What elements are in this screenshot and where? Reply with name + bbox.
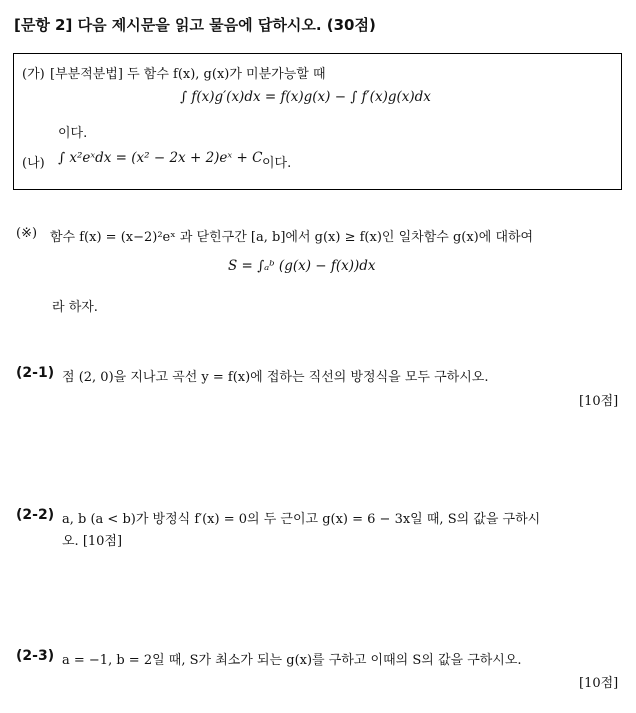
question-3-label: (2-3)	[16, 648, 55, 664]
ga-label: (가)	[22, 67, 45, 82]
ga-end: 이다.	[58, 126, 88, 141]
question-2-text-cont: 오. [10점]	[62, 534, 123, 549]
question-3-points: [10점]	[579, 676, 619, 691]
note-end: 라 하자.	[52, 300, 98, 315]
na-formula: ∫ x²eˣdx = (x² − 2x + 2)eˣ + C	[58, 150, 263, 166]
question-1-label: (2-1)	[16, 365, 55, 381]
na-end: 이다.	[262, 156, 292, 171]
note-formula: S = ∫ₐᵇ (g(x) − f(x))dx	[228, 258, 376, 274]
question-1-text: 점 (2, 0)을 지나고 곡선 y = f(x)에 접하는 직선의 방정식을 모두 구하시오.	[62, 370, 489, 385]
question-2-text: a, b (a < b)가 방정식 f′(x) = 0의 두 근이고 g(x) = 6 − 3x일 때, S의 값을 구하시	[62, 512, 541, 527]
note-text: 함수 f(x) = (x−2)²eˣ 과 닫힌구간 [a, b]에서 g(x) ≥ f(x)인 일차함수 g(x)에 대하여	[50, 230, 534, 245]
note-mark: (※)	[16, 226, 38, 241]
question-1-points: [10점]	[579, 394, 619, 409]
question-2-label: (2-2)	[16, 507, 55, 523]
question-3-text: a = −1, b = 2일 때, S가 최소가 되는 g(x)를 구하고 이때의 S의 값을 구하시오.	[62, 653, 522, 668]
ga-text: [부분적분법] 두 함수 f(x), g(x)가 미분가능할 때	[50, 67, 326, 82]
na-label: (나)	[22, 156, 45, 171]
ga-formula: ∫ f(x)g′(x)dx = f(x)g(x) − ∫ f′(x)g(x)dx	[180, 89, 431, 105]
page-title: [문항 2] 다음 제시문을 읽고 물음에 답하시오. (30점)	[14, 16, 376, 34]
